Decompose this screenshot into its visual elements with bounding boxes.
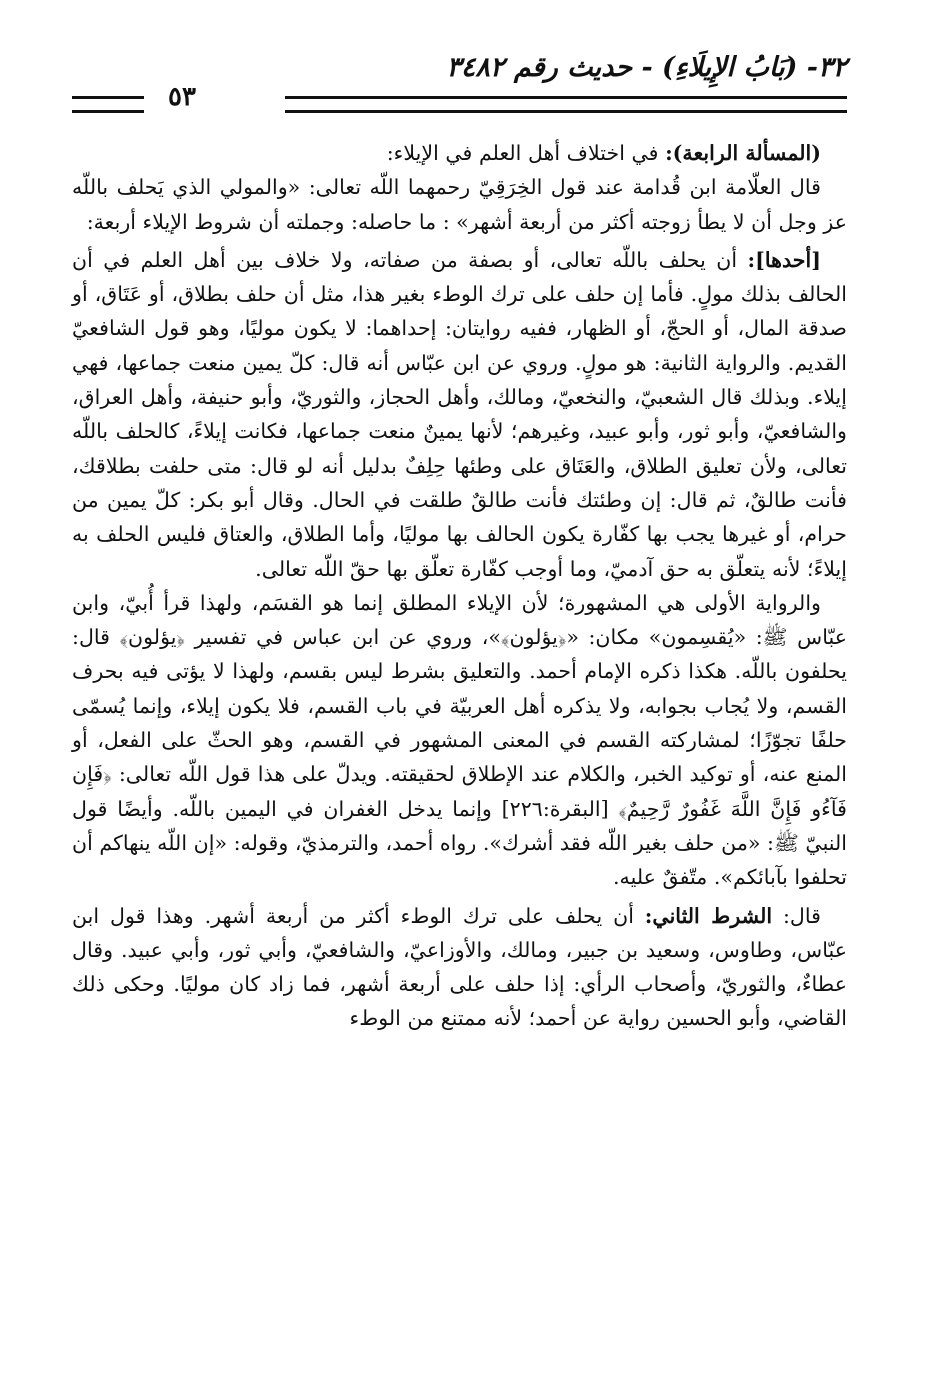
first-condition-label: [أحدها]: [747, 247, 821, 272]
paragraph-second-condition [72, 899, 847, 1036]
paragraph-first-riwaya: والرواية الأولى هي المشهورة؛ لأن الإيلاء المطلق إنما هو القسَم، ولهذا قرأ أُبيّ، وابن عبّاس ﷺ: «يُقسِمون» مكان: «﴿يؤلون﴾»، وروي عن ابن عباس في تفسير ﴿يؤلون﴾ قال: يحلفون باللّه. هكذا ذكره الإمام أحمد. والتعليق بشرط ليس بقسم، ولهذا لا يؤتى فيه بحرف القسم، ولا يُجاب بجوابه، ولا يذكره أهل العربيّة في باب القسم، فلا يكون إيلاء، وإنما يُسمّى حلفًا تجوّزًا؛ لمشاركته القسم في المعنى المشهور في القسم، وهو الحثّ على الفعل، أو المنع عنه، أو توكيد الخبر، والكلام عند الإطلاق لحقيقته. ويدلّ على هذا قول اللّه تعالى: ﴿فَإِن فَآءُو فَإِنَّ اللَّهَ غَفُورٌ رَّحِيمٌ﴾ [البقرة:٢٢٦] وإنما يدخل الغفران في اليمين باللّه. وأيضًا قول النبيّ ﷺ: «من حلف بغير اللّه فقد أشرك». رواه أحمد، والترمذيّ، وقوله: «إن اللّه ينهاكم أن تحلفوا بآبائكم». متّفقٌ عليه. [72, 590, 847, 890]
page-header [72, 52, 847, 120]
paragraph-issue-heading [72, 136, 847, 170]
header-rule-left [72, 96, 144, 113]
page-number: ٥٣ [168, 82, 196, 112]
second-condition-text: أن يحلف على ترك الوطء أكثر من أربعة أشهر. وهذا قول ابن عبّاس، وطاوس، وسعيد بن جبير، ومالك، والأوزاعيّ، والشافعيّ، وأبي ثور، وأبي عبيد. وقال عطاءٌ، والثوريّ، وأصحاب الرأي: إذا حلف على أربعة أشهر، فما زاد كان موليًا. وحكى ذلك القاضي، وأبو الحسين رواية عن أحمد؛ لأنه ممتنع من الوطء [72, 903, 847, 1031]
chapter-title: ٣٢- (بَابُ الإِيلَاءِ) - حديث رقم ٣٤٨٢ [446, 52, 847, 83]
second-condition-label: الشرط الثاني: [644, 903, 773, 928]
issue-text: في اختلاف أهل العلم في الإيلاء: [386, 141, 666, 165]
paragraph-first-condition [72, 243, 847, 586]
first-condition-text: أن يحلف باللّه تعالى، أو بصفة من صفاته، ولا خلاف بين أهل العلم في أن الحالف بذلك مولٍ. فأما إن حلف على ترك الوطء بغير هذا، مثل أن حلف بطلاق، أو عَتَاق، أو صدقة المال، أو الحجّ، أو الظهار، ففيه روايتان: إحداهما: لا يكون موليًا، وهو قول الشافعيّ القديم. والرواية الثانية: هو مولٍ. وروي عن ابن عبّاس أنه قال: كلّ يمين منعت جماعها، فهي إيلاء. وبذلك قال الشعبيّ، والنخعيّ، ومالك، وأهل الحجاز، والثوريّ، وأبو حنيفة، وأهل العراق، والشافعيّ، وأبو ثور، وأبو عبيد، وغيرهم؛ لأنها يمينٌ منعت جماعها، فكانت إيلاءً، كالحلف باللّه تعالى، ولأن تعليق الطلاق، والعَتَاق على وطئها حِلِفٌ بدليل أنه لو قال: متى حلفت بطلاقك، فأنت طالقٌ، ثم قال: إن وطئتك فأنت طالقٌ طلقت في الحال. وقال أبو بكر: كلّ يمين من حرام، أو غيرها يجب بها كفّارة يكون الحالف بها موليًا، وأما الطلاق، والعتاق فليس الحلف به إيلاءً؛ لأنه يتعلّق به حق آدميّ، وما أوجب كفّارة تعلّق بها حقّ اللّه تعالى. [72, 247, 847, 581]
second-condition-pre: قال: [772, 903, 821, 928]
body-text [72, 136, 847, 1036]
issue-label: (المسألة الرابعة): [665, 141, 821, 165]
header-rule-right [285, 96, 847, 113]
paragraph-ibn-qudama: قال العلّامة ابن قُدامة عند قول الخِرَقِيّ رحمهما اللّه تعالى: «والمولي الذي يَحلف باللّه عز وجل أن لا يطأ زوجته أكثر من أربعة أشهر» : ما حاصله: وجملته أن شروط الإيلاء أربعة: [72, 175, 847, 234]
